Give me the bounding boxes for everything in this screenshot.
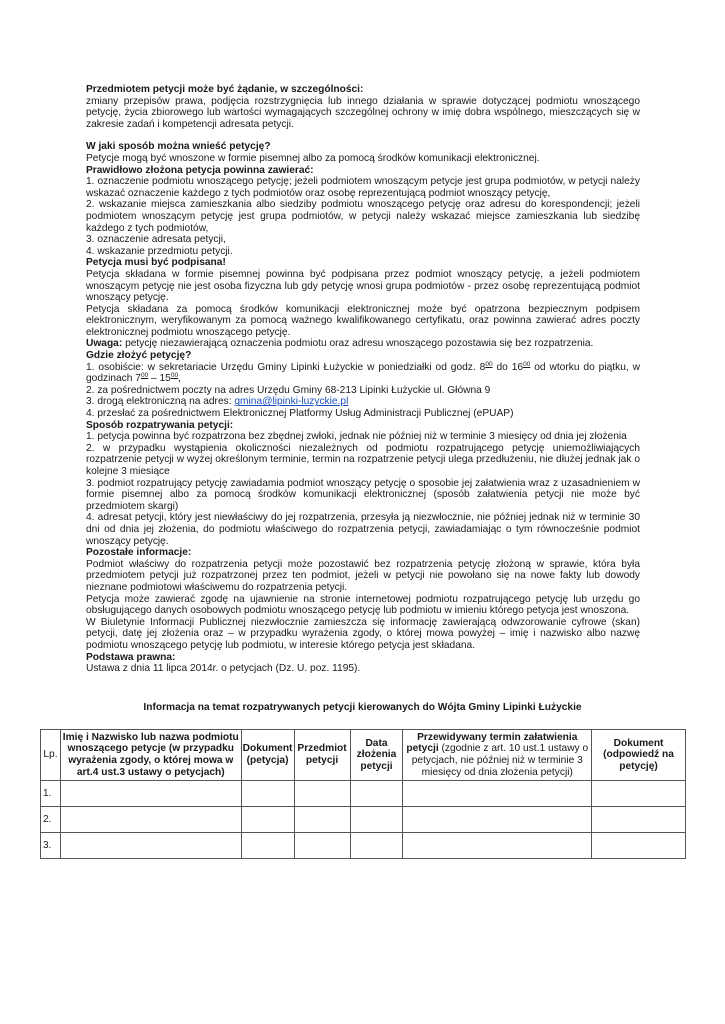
- table-cell: [403, 807, 592, 833]
- contents-heading: Prawidłowo złożona petycja powinna zawierać:: [86, 164, 314, 176]
- petitions-table: [40, 729, 686, 859]
- row-number: 1.: [41, 781, 61, 807]
- header-term-bold: Przewidywany termin załatwienia petycji: [406, 731, 578, 755]
- where-text: do 16: [492, 361, 524, 373]
- contents-item: 4. wskazanie przedmiotu petycji.: [86, 245, 233, 257]
- contents-item: 1. oznaczenie podmiotu wnoszącego petycję; jeżeli podmiotem wnoszącym petycje jest grupa podmiotów, w petycji należy wskazać oznaczenie każdego z tych podmiotów oraz osobę reprezentującą podmiot wnoszący petycję,: [86, 176, 640, 199]
- other-paragraph: Petycja może zawierać zgodę na ujawnienie na stronie internetowej podmiotu rozpatrującego petycję lub urzędu go obsługującego danych osobowych podmiotu wnoszącego petycję lub podmiotu w imieniu którego petycja jest wnoszona.: [86, 593, 640, 617]
- table-cell: [350, 807, 403, 833]
- how-text: Petycje mogą być wnoszone w formie pisemnej albo za pomocą środków komunikacji elektronicznej.: [86, 152, 540, 164]
- table-cell: [403, 781, 592, 807]
- time-superscript: 00: [140, 372, 149, 380]
- other-paragraph: W Biuletynie Informacji Publicznej niezwłocznie zamieszcza się informację zawierającą odwzorowanie cyfrowe (skan) petycji, datę jej złożenia oraz – w przypadku wyrażenia zgody, o której mowa powyżej – imię i nazwisko albo nazwę podmiotu wnoszącego petycję lub podmiotu, w interesie którego petycja jest składana.: [86, 616, 640, 651]
- table-cell: [241, 833, 294, 859]
- contents-item: 2. wskazanie miejsca zamieszkania albo siedziby podmiotu wnoszącego petycję oraz adresu do korespondencji; jeżeli podmiotem wnoszącym petycję jest grupa podmiotów, w petycji należy wskazać miejsce zamieszkania lub siedzibę każdego z tych podmiotów,: [86, 199, 640, 234]
- table-title: Informacja na temat rozpatrywanych petycji kierowanych do Wójta Gminy Lipinki Łużyckie: [143, 702, 582, 713]
- handling-item: 4. adresat petycji, który jest niewłaściwy do jej rozpatrzenia, przesyła ją niezwłocznie, nie później jednak niż w terminie 30 dni od dnia jej złożenia, do podmiotu właściwego do rozpatrzenia petycji, zawiadamiając o tym równocześnie podmiot wnoszący petycję.: [86, 512, 640, 547]
- header-lp: Lp.: [41, 730, 61, 781]
- note-label: Uwaga:: [86, 338, 123, 350]
- legal-heading: Podstawa prawna:: [86, 651, 176, 663]
- table-cell: [294, 781, 350, 807]
- handling-item: 1. petycja powinna być rozpatrzona bez zbędnej zwłoki, jednak nie później niż w terminie 3 miesięcy od dnia jej złożenia: [86, 431, 627, 443]
- intro-text: zmiany przepisów prawa, podjęcia rozstrzygnięcia lub innego działania w sprawie dotyczącej podmiotu wnoszącego petycję, życia zbiorowego lub wartości wymagających szczególnej ochrony w imię dobra wspólnego, mieszczących się w zakresie zadań i kompetencji adresata petycji.: [86, 95, 640, 130]
- signed-heading: Petycja musi być podpisana!: [86, 257, 226, 269]
- email-link[interactable]: gmina@lipinki-luzyckie.pl: [234, 396, 349, 408]
- legal-text: Ustawa z dnia 11 lipca 2014r. o petycjach (Dz. U. poz. 1195).: [86, 663, 361, 675]
- table-cell: [294, 807, 350, 833]
- row-number: 2.: [41, 807, 61, 833]
- other-heading: Pozostałe informacje:: [86, 547, 192, 559]
- handling-item: 3. podmiot rozpatrujący petycję zawiadamia podmiot wnoszący petycję o sposobie jej załatwienia wraz z uzasadnieniem w formie pisemnej albo za pomocą środków komunikacji elektronicznej (sposób załatwienia petycji nie może być przedmiotem skargi): [86, 477, 640, 512]
- note-text: petycję niezawierającą oznaczenia podmiotu oraz adresu wnoszącego pozostawia się bez rozpatrzenia.: [122, 338, 594, 350]
- table-row: [41, 807, 686, 833]
- table-row: [41, 833, 686, 859]
- handling-item: 2. w przypadku wystąpienia okoliczności niezależnych od podmiotu rozpatrującego petycję uniemożliwiających rozpatrzenie petycji w wyżej określonym terminie, termin na rozpatrzenie petycji ulega przedłużeniu, nie dłużej jednak jak o kolejne 3 miesiące: [86, 442, 640, 477]
- document-body: [86, 84, 640, 675]
- header-term: [403, 730, 592, 781]
- table-cell: [241, 807, 294, 833]
- time-superscript: 00: [523, 360, 531, 368]
- header-document: Dokument (petycja): [241, 730, 294, 781]
- header-reply: Dokument (odpowiedź na petycję): [592, 730, 686, 781]
- table-cell: [592, 781, 686, 807]
- where-item-post: 2. za pośrednictwem poczty na adres Urzędu Gminy 68-213 Lipinki Łużyckie ul. Główna 9: [86, 384, 491, 396]
- contents-item: 3. oznaczenie adresata petycji,: [86, 234, 226, 246]
- intro-heading: Przedmiotem petycji może być żądanie, w szczególności:: [86, 84, 364, 95]
- row-number: 3.: [41, 833, 61, 859]
- where-text: 3. drogą elektroniczną na adres:: [86, 396, 235, 408]
- signed-paragraph: Petycja składana w formie pisemnej powinna być podpisana przez podmiot wnoszący petycję, a jeżeli podmiotem wnoszącym petycję nie jest osoba fizyczna lub gdy petycję wnosi grupa podmiotów - przez osobę reprezentującą podmiot wnoszący petycję.: [86, 268, 640, 304]
- table-header-row: [41, 730, 686, 781]
- header-term-note: (zgodnie z art. 10 ust.1 ustawy o petycjach, nie później niż w terminie 3 miesięcy od dnia złożenia petycji): [411, 743, 589, 778]
- table-cell: [241, 781, 294, 807]
- where-text: od wtorku do piątku, w godzinach 7: [86, 361, 640, 385]
- where-item-epuap: 4. przesłać za pośrednictwem Elektronicznej Platformy Usług Administracji Publicznej (ePUAP): [86, 408, 514, 420]
- where-heading: Gdzie złożyć petycję?: [86, 350, 192, 362]
- header-date: Data złożenia petycji: [350, 730, 403, 781]
- handling-heading: Sposób rozpatrywania petycji:: [86, 419, 234, 431]
- signed-paragraph: Petycja składana za pomocą środków komunikacji elektronicznej może być opatrzona bezpiecznym podpisem elektronicznym, weryfikowanym za pomocą ważnego kwalifikowanego certyfikatu, oraz powinna zawierać adres poczty elektronicznej podmiotu wnoszącego petycję.: [86, 303, 640, 338]
- table-cell: [592, 833, 686, 859]
- other-paragraph: Podmiot właściwy do rozpatrzenia petycji może pozostawić bez rozpatrzenia petycję złożoną w sprawie, która była przedmiotem petycji już rozpatrzonej przez ten podmiot, jeżeli w petycji nie powołano się na nowe fakty lub dowody nieznane podmiotowi właściwemu do rozpatrzenia petycji.: [86, 558, 640, 593]
- where-text: ,: [178, 373, 181, 385]
- how-heading: W jaki sposób można wnieść petycję?: [86, 141, 271, 153]
- table-cell: [403, 833, 592, 859]
- where-text: – 15: [148, 373, 171, 385]
- note-paragraph: [86, 338, 640, 350]
- table-cell: [60, 833, 241, 859]
- where-item-email: [86, 396, 640, 408]
- where-text: 1. osobiście: w sekretariacie Urzędu Gminy Lipinki Łużyckie w poniedziałki od godz. 8: [86, 361, 486, 373]
- table-cell: [350, 781, 403, 807]
- table-cell: [60, 807, 241, 833]
- time-superscript: 00: [170, 372, 179, 380]
- table-cell: [592, 807, 686, 833]
- where-item-in-person: [86, 362, 640, 385]
- table-cell: [350, 833, 403, 859]
- header-subject: Przedmiot petycji: [294, 730, 350, 781]
- table-cell: [60, 781, 241, 807]
- header-name: Imię i Nazwisko lub nazwa podmiotu wnoszącego petycje (w przypadku wyrażenia zgody, o której mowa w art.4 ust.3 ustawy o petycjach): [60, 730, 241, 781]
- table-row: [41, 781, 686, 807]
- table-cell: [294, 833, 350, 859]
- time-superscript: 00: [485, 360, 493, 368]
